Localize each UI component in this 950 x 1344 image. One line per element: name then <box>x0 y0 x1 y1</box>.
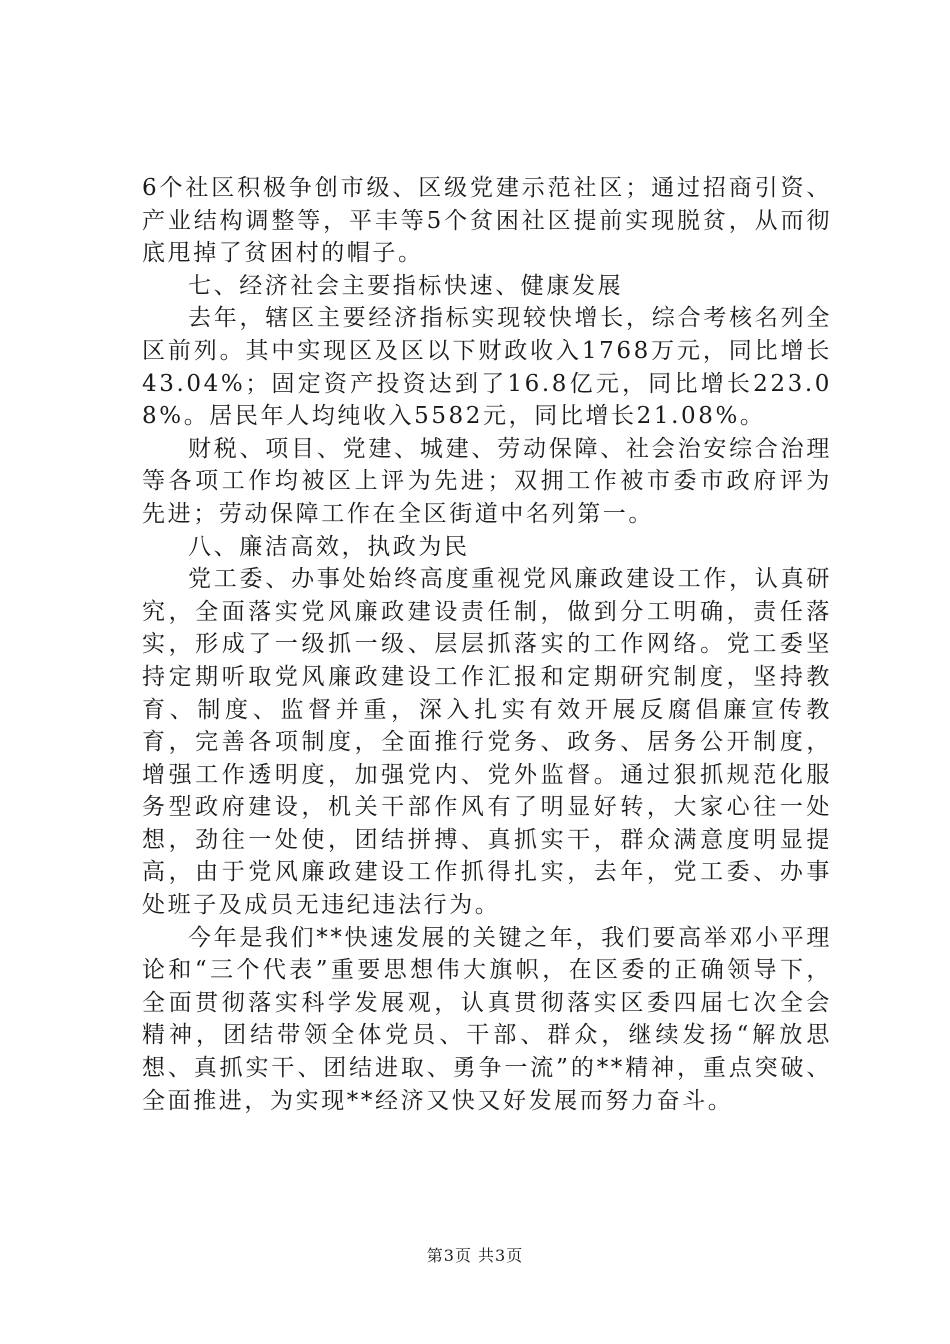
paragraph-integrity-work: 党工委、办事处始终高度重视党风廉政建设工作，认真研究，全面落实党风廉政建设责任制，做到分工明确，责任落实，形成了一级抓一级、层层抓落实的工作网络。党工委坚持定期听取党风廉政建设工作汇报和定期研究制度，坚持教育、制度、监督并重，深入扎实有效开展反腐倡廉宣传教育，完善各项制度，全面推行党务、政务、居务公开制度，增强工作透明度，加强党内、党外监督。通过狠抓规范化服务型政府建设，机关干部作风有了明显好转，大家心往一处想，劲往一处使，团结拼搏、真抓实干，群众满意度明显提高，由于党风廉政建设工作抓得扎实，去年，党工委、办事处班子及成员无违纪违法行为。 <box>142 566 832 919</box>
paragraph-awards: 财税、项目、党建、城建、劳动保障、社会治安综合治理等各项工作均被区上评为先进；双拥工作被市委市政府评为先进；劳动保障工作在全区街道中名列第一。 <box>142 435 832 527</box>
section-heading-eight: 八、廉洁高效，执政为民 <box>188 533 470 560</box>
paragraph-economic-indicators: 去年，辖区主要经济指标实现较快增长，综合考核名列全区前列。其中实现区及区以下财政收入1768万元，同比增长43.04%；固定资产投资达到了16.8亿元，同比增长223.08%。居民年人均纯收入5582元，同比增长21.08%。 <box>142 305 832 430</box>
page-number-footer: 第3页 共3页 <box>426 1246 524 1265</box>
paragraph-poverty-communities: 6个社区积极争创市级、区级党建示范社区；通过招商引资、产业结构调整等，平丰等5个贫困社区提前实现脱贫，从而彻底甩掉了贫困村的帽子。 <box>142 175 832 267</box>
document-body <box>142 172 832 1117</box>
section-heading-seven: 七、经济社会主要指标快速、健康发展 <box>188 272 624 299</box>
paragraph-this-year-goals: 今年是我们**快速发展的关键之年，我们要高举邓小平理论和“三个代表”重要思想伟大旗帜，在区委的正确领导下，全面贯彻落实科学发展观，认真贯彻落实区委四届七次全会精神，团结带领全体党员、干部、群众，继续发扬“解放思想、真抓实干、团结进取、勇争一流”的**精神，重点突破、全面推进，为实现**经济又快又好发展而努力奋斗。 <box>142 924 832 1114</box>
